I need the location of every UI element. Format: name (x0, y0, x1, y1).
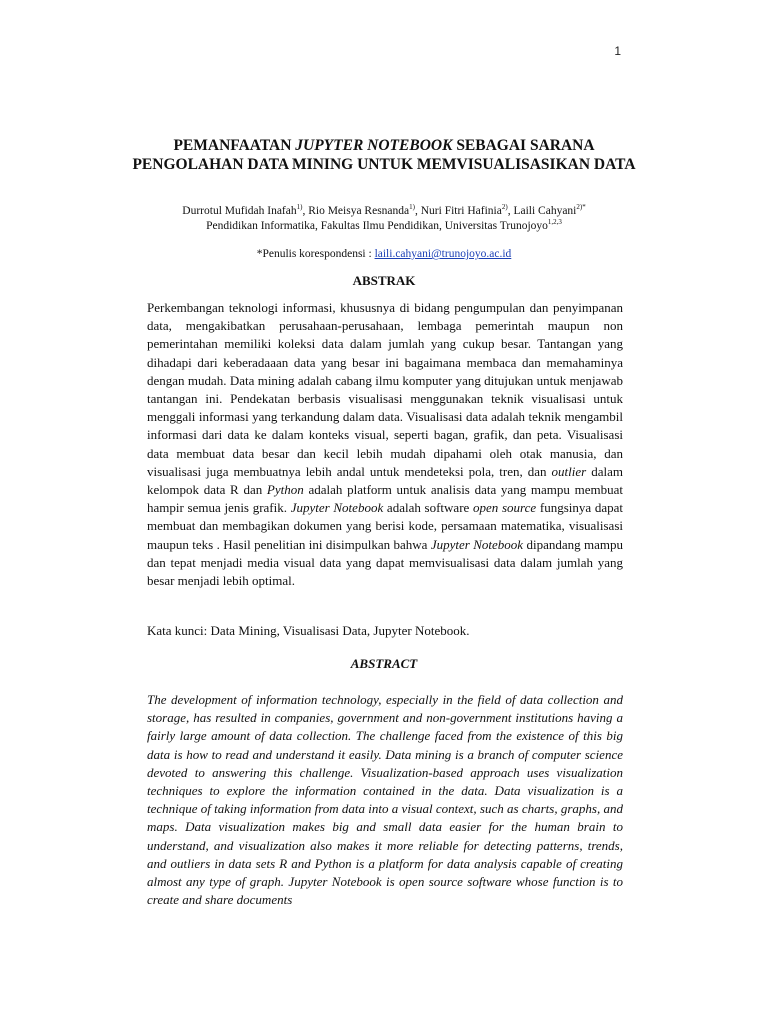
abstrak-text-1: Perkembangan teknologi informasi, khususnya di bidang pengumpulan dan penyimpanan data, mengakibatkan perusahaan-perusahaan, lembaga pemerintah maupun non pemerintahan memiliki koleksi data dalam jumlah yang cukup besar. Tantangan yang dihadapi dari keberadaaan data yang besar ini bagaimana membaca dan memahaminya dengan mudah. Data mining adalah cabang ilmu komputer yang ditujukan untuk menjawab tantangan ini. Pendekatan berbasis visualisasi menggunakan teknik visualisasi untuk menggali informasi yang terkandung dalam data. Visualisasi data adalah teknik mengambil informasi dari data ke dalam konteks visual, seperti bagan, grafik, dan peta. Visualisasi data membuat data besar dan kecil lebih mudah dipahami oleh otak manusia, dan visualisasi juga membuatnya lebih andal untuk mendeteksi pola, tren, dan (147, 300, 623, 479)
abstrak-text-3: adalah platform untuk analisis data yang mampu membuat hampir semua jenis grafik. (147, 482, 623, 516)
author-list (120, 204, 648, 219)
author-3-sup: 2) (501, 203, 508, 212)
author-1-sup: 1) (296, 203, 303, 212)
page-number: 1 (614, 44, 621, 58)
keywords: Kata kunci: Data Mining, Visualisasi Data, Jupyter Notebook. (147, 623, 470, 638)
author-2: , Rio Meisya Resnanda (302, 205, 410, 217)
author-4-sup: 2)* (576, 203, 586, 212)
author-block (120, 204, 648, 234)
author-1: Durrotul Mufidah Inafah (182, 205, 297, 217)
author-4: , Laili Cahyani (507, 205, 577, 217)
abstrak-text-2: dalam kelompok data R dan (147, 463, 623, 498)
affiliation-sup: 1,2,3 (547, 218, 562, 227)
abstract-paragraph: The development of information technology, especially in the field of data collection and storage, has resulted in companies, government and non-government institutions having a fairly large amount of data collection. The challenge faced from the existence of this big data is how to read and understand it easily. Data mining is a branch of computer science devoted to answering this challenge. Visualization-based approach uses visualization techniques to explore the information contained in the data. Data visualization is a technique of taking information from data into a visual context, such as charts, graphs, and maps. Data visualization makes big and small data easier for the human brain to understand, and visualization also makes it more reliable for detecting patterns, trends, and outliers in data sets R and Python is a platform for data analysis capable of creating almost any type of graph. Jupyter Notebook is open source software whose function is to create and share documents (147, 692, 623, 908)
paper-title (130, 136, 638, 174)
abstrak-text-4: adalah software (383, 500, 474, 516)
abstrak-text-5: fungsinya dapat membuat dan membagikan dokumen yang berisi kode, persamaan matematika, visualisasi maupun teks . Hasil penelitian ini disimpulkan bahwa (147, 500, 623, 552)
title-part-3: SEBAGAI SARANA PENGOLAHAN DATA MINING UNTUK MEMVISUALISASIKAN DATA (132, 137, 636, 173)
affiliation-text: Pendidikan Informatika, Fakultas Ilmu Pendidikan, Universitas Trunojoyo (206, 220, 548, 232)
abstrak-italic-5: Jupyter Notebook (430, 536, 524, 552)
affiliation (120, 219, 648, 234)
title-part-2: JUPYTER NOTEBOOK (295, 137, 453, 154)
abstrak-paragraph (147, 299, 623, 590)
author-3: , Nuri Fitri Hafinia (414, 205, 502, 217)
email-link[interactable]: laili.cahyani@trunojoyo.ac.id (374, 248, 512, 260)
abstract-heading: ABSTRACT (350, 656, 418, 671)
author-2-sup: 1) (409, 203, 415, 212)
abstrak-italic-1: outlier (551, 463, 587, 479)
contact-label: *Penulis korespondensi : (256, 248, 375, 260)
abstrak-text-6: dipandang mampu dan tepat menjadi media visual data yang dapat memvisualisasi data dalam jumlah yang besar menjadi lebih optimal. (147, 536, 623, 589)
abstrak-italic-3: Jupyter Notebook (290, 500, 384, 516)
title-part-1: PEMANFAATAN (173, 137, 296, 154)
abstrak-italic-4: open source (473, 500, 537, 516)
corresponding-author (120, 248, 648, 260)
abstrak-italic-2: Python (266, 482, 304, 498)
abstrak-heading: ABSTRAK (352, 273, 416, 288)
